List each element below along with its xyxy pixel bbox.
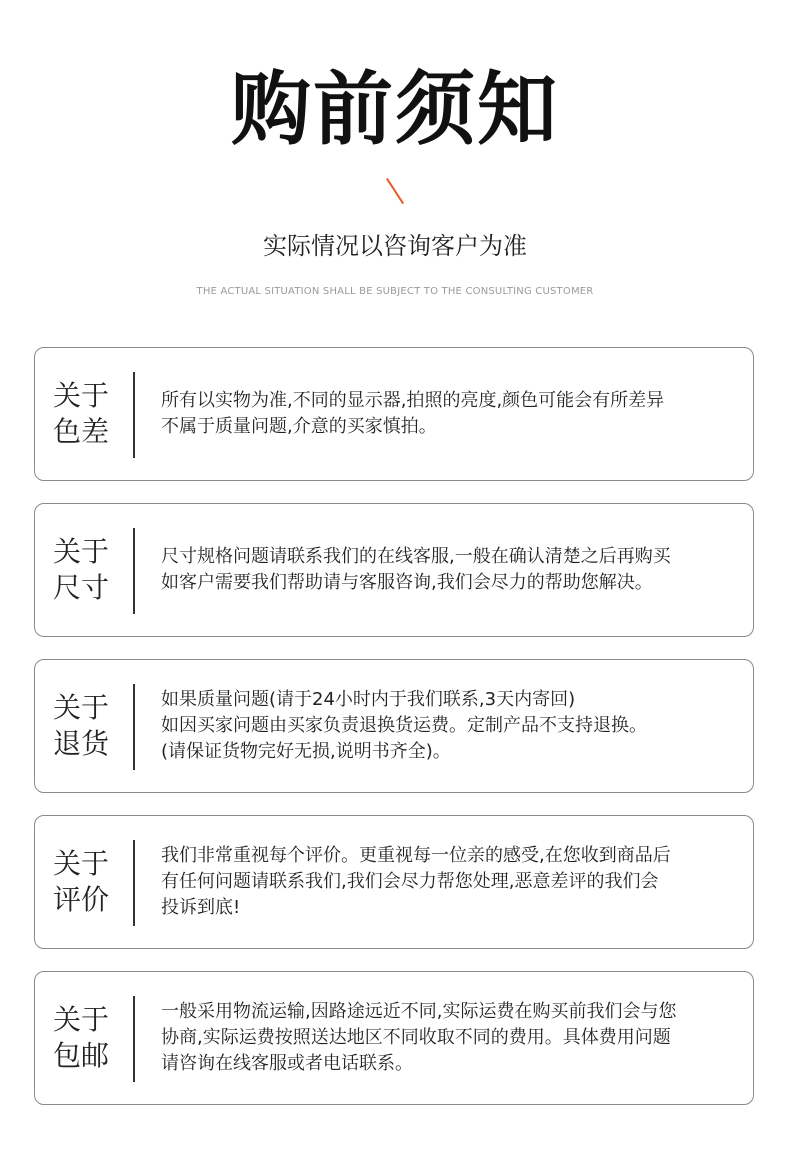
card-divider <box>133 996 135 1082</box>
card-body <box>161 348 741 480</box>
card-divider <box>133 372 135 458</box>
card-title: 关于 退货 <box>53 691 110 760</box>
card-title: 关于 评价 <box>53 847 110 916</box>
card-text: 尺寸规格问题请联系我们的在线客服,一般在确认清楚之后再购买 如客户需要我们帮助请与客服咨询,我们会尽力的帮助您解决。 <box>161 546 671 593</box>
notice-card-color-difference <box>34 347 754 481</box>
card-text: 如果质量问题(请于24小时内于我们联系,3天内寄回) 如因买家问题由买家负责退换货运费。定制产品不支持退换。 (请保证货物完好无损,说明书齐全)。 <box>161 689 647 762</box>
card-body <box>161 972 741 1104</box>
notice-card-returns <box>34 659 754 793</box>
card-body <box>161 660 741 792</box>
page-title: 购前须知 <box>231 63 559 156</box>
card-divider <box>133 684 135 770</box>
card-title: 关于 包邮 <box>53 1003 110 1072</box>
notice-card-shipping <box>34 971 754 1105</box>
page-subtitle-english: THE ACTUAL SITUATION SHALL BE SUBJECT TO THE CONSULTING CUSTOMER <box>196 286 594 297</box>
notice-card-reviews <box>34 815 754 949</box>
card-body <box>161 504 741 636</box>
card-divider <box>133 840 135 926</box>
card-text: 我们非常重视每个评价。更重视每一位亲的感受,在您收到商品后 有任何问题请联系我们,我们会尽力帮您处理,恶意差评的我们会 投诉到底! <box>161 845 671 918</box>
notice-card-size <box>34 503 754 637</box>
card-title: 关于 尺寸 <box>53 535 110 604</box>
card-divider <box>133 528 135 614</box>
accent-slash <box>386 178 404 204</box>
page-subtitle: 实际情况以咨询客户为准 <box>263 232 527 260</box>
card-text: 一般采用物流运输,因路途远近不同,实际运费在购买前我们会与您 协商,实际运费按照送达地区不同收取不同的费用。具体费用问题 请咨询在线客服或者电话联系。 <box>161 1001 677 1074</box>
card-title: 关于 色差 <box>53 379 110 448</box>
card-text: 所有以实物为准,不同的显示器,拍照的亮度,颜色可能会有所差异 不属于质量问题,介意的买家慎拍。 <box>161 390 665 437</box>
card-body <box>161 816 741 948</box>
